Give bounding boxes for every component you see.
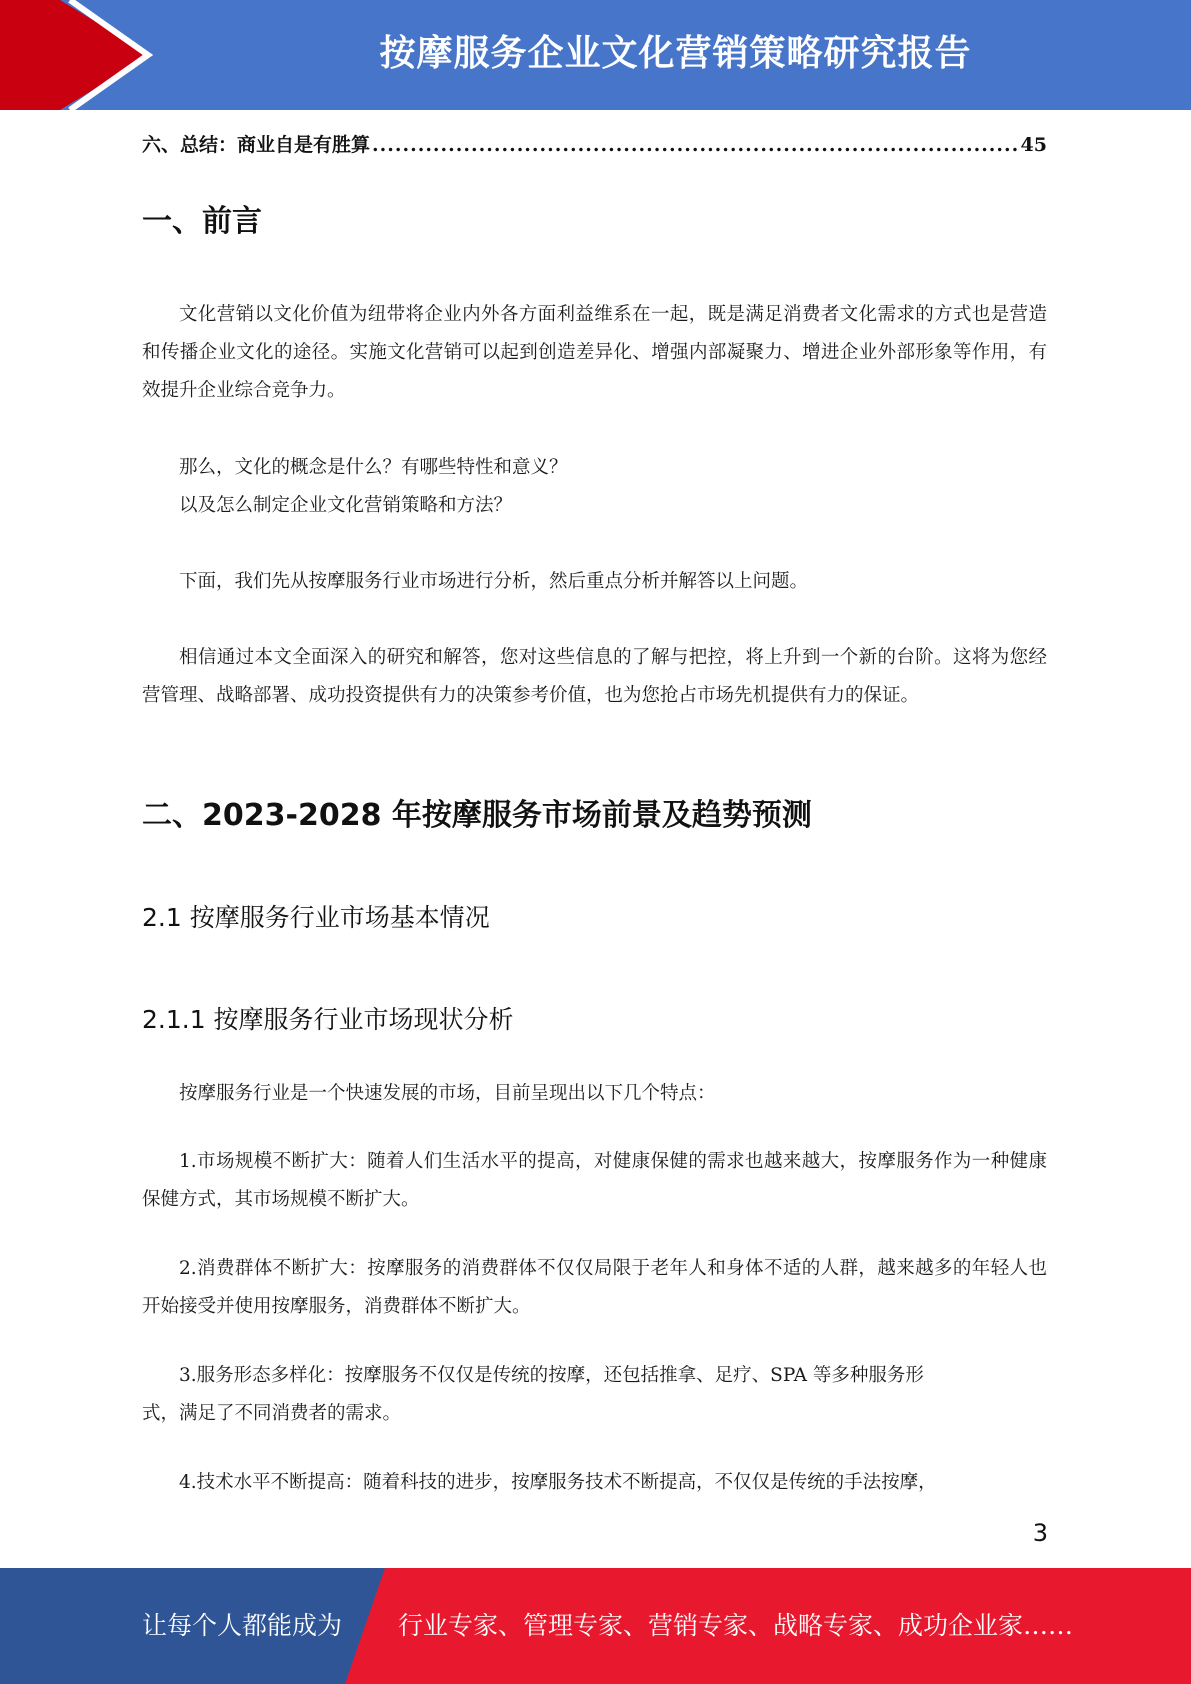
preface-paragraph-3: 下面，我们先从按摩服务行业市场进行分析，然后重点分析并解答以上问题。: [179, 571, 809, 592]
subsection-heading-2-1-1: 2.1.1 按摩服务行业市场现状分析: [142, 1005, 514, 1034]
report-title: 按摩服务企业文化营销策略研究报告: [379, 33, 972, 74]
preface-question-1: 那么，文化的概念是什么？有哪些特性和意义？: [179, 457, 568, 478]
market-intro-paragraph: 按摩服务行业是一个快速发展的市场，目前呈现出以下几个特点：: [179, 1083, 716, 1104]
header-arrow-decoration: [0, 0, 160, 110]
market-point-3-line-1: 3.服务形态多样化：按摩服务不仅仅是传统的按摩，还包括推拿、足疗、SPA 等多种服务形: [179, 1365, 924, 1386]
section-heading-forecast: 二、2023-2028 年按摩服务市场前景及趋势预测: [142, 798, 812, 833]
section-heading-preface: 一、前言: [142, 204, 262, 239]
page-footer: [0, 1568, 1191, 1684]
footer-slogan-left: 让每个人都能成为: [142, 1611, 343, 1640]
market-point-2: 2.消费群体不断扩大：按摩服务的消费群体不仅仅局限于老年人和身体不适的人群，越来越多的年轻人也开始接受并使用按摩服务，消费群体不断扩大。: [142, 1258, 1047, 1317]
market-point-3: [142, 1357, 1047, 1433]
subsection-heading-2-1: 2.1 按摩服务行业市场基本情况: [142, 903, 490, 932]
toc-entry[interactable]: [142, 131, 1047, 159]
page-header: [0, 0, 1191, 110]
preface-paragraph-2: [142, 449, 1047, 525]
toc-entry-label: 六、总结：商业自是有胜算: [142, 134, 371, 156]
market-point-3-line-2: 式，满足了不同消费者的需求。: [142, 1403, 402, 1424]
page-number: 3: [1032, 1519, 1048, 1547]
market-point-1: 1.市场规模不断扩大：随着人们生活水平的提高，对健康保健的需求也越来越大，按摩服务作为一种健康保健方式，其市场规模不断扩大。: [142, 1151, 1047, 1210]
toc-leader-dots: [372, 131, 1019, 159]
preface-paragraph-1: 文化营销以文化价值为纽带将企业内外各方面利益维系在一起，既是满足消费者文化需求的方式也是营造和传播企业文化的途径。实施文化营销可以起到创造差异化、增强内部凝聚力、增进企业外部形象等作用，有效提升企业综合竞争力。: [142, 304, 1047, 401]
preface-question-2: 以及怎么制定企业文化营销策略和方法？: [179, 495, 513, 516]
toc-page-number: 45: [1020, 134, 1047, 156]
market-point-4: 4.技术水平不断提高：随着科技的进步，按摩服务技术不断提高，不仅仅是传统的手法按摩，: [179, 1472, 937, 1493]
preface-paragraph-4: 相信通过本文全面深入的研究和解答，您对这些信息的了解与把控，将上升到一个新的台阶。这将为您经营管理、战略部署、成功投资提供有力的决策参考价值，也为您抢占市场先机提供有力的保证。: [142, 647, 1047, 706]
footer-slogan-right: 行业专家、管理专家、营销专家、战略专家、成功企业家……: [398, 1611, 1074, 1640]
